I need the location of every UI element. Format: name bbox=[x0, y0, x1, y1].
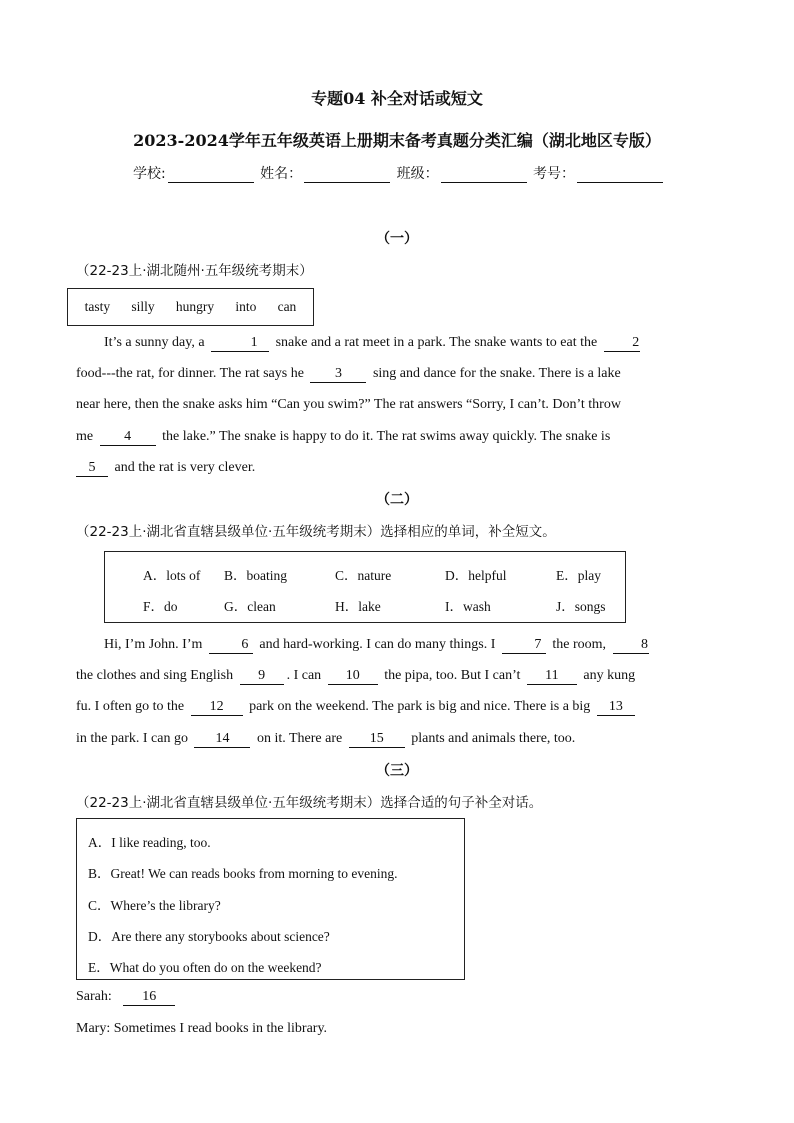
word-bank-option: G．clean bbox=[224, 599, 276, 614]
passage-2 bbox=[76, 629, 718, 754]
answer-blank-5[interactable]: 5 bbox=[76, 460, 108, 477]
word-bank-1 bbox=[67, 288, 314, 326]
sentence-option-e: E．What do you often do on the weekend? bbox=[88, 960, 322, 975]
student-info-line bbox=[0, 163, 794, 183]
answer-blank-6[interactable]: 6 bbox=[209, 637, 253, 654]
passage-1-line bbox=[76, 327, 718, 358]
section-1-source: （22-23上·湖北随州·五年级统考期末） bbox=[76, 263, 313, 279]
text-run: snake and a rat meet in a park. The snake wants to eat the bbox=[275, 335, 598, 350]
answer-blank-13[interactable]: 13 bbox=[597, 699, 635, 716]
passage-1 bbox=[76, 327, 718, 483]
dialogue-line: Mary: Sometimes I read books in the library. bbox=[76, 1021, 328, 1036]
answer-blank-8[interactable]: 8 bbox=[613, 637, 649, 654]
word-bank-option: F．do bbox=[143, 599, 178, 614]
text-run: Hi, I’m John. I’m bbox=[104, 637, 203, 652]
answer-blank-4[interactable]: 4 bbox=[100, 429, 156, 446]
answer-blank-3[interactable]: 3 bbox=[310, 366, 366, 383]
section-1-heading: （一） bbox=[376, 231, 418, 247]
name-label: 姓名： bbox=[260, 166, 303, 182]
exam-number-blank[interactable] bbox=[577, 168, 663, 183]
passage-1-line bbox=[76, 452, 718, 483]
text-run: on it. There are bbox=[256, 730, 343, 746]
word-bank-item: can bbox=[277, 299, 297, 314]
word-bank-item: tasty bbox=[84, 299, 111, 314]
word-bank-option: E．play bbox=[556, 568, 601, 583]
answer-blank-12[interactable]: 12 bbox=[191, 699, 243, 716]
word-bank-option: B．boating bbox=[224, 568, 287, 583]
text-run: park on the weekend. The park is big and nice. There is a big bbox=[249, 699, 591, 715]
answer-blank-16[interactable]: 16 bbox=[123, 989, 175, 1006]
answer-blank-10[interactable]: 10 bbox=[328, 668, 378, 685]
class-blank[interactable] bbox=[441, 168, 527, 183]
text-run: the room, bbox=[552, 637, 607, 652]
word-bank-item: hungry bbox=[175, 299, 215, 314]
answer-blank-1[interactable]: 1 bbox=[211, 335, 269, 352]
section-3-heading: （三） bbox=[376, 763, 418, 779]
exam-number-label: 考号： bbox=[533, 166, 576, 182]
answer-blank-2[interactable]: 2 bbox=[604, 335, 640, 352]
sentence-option-c: C．Where’s the library? bbox=[88, 898, 221, 913]
section-2-heading: （二） bbox=[376, 492, 418, 508]
word-bank-option: H．lake bbox=[335, 599, 381, 614]
word-bank-option: J．songs bbox=[556, 599, 606, 614]
answer-blank-9[interactable]: 9 bbox=[240, 668, 284, 685]
answer-blank-7[interactable]: 7 bbox=[502, 637, 546, 654]
passage-1-line bbox=[76, 421, 718, 452]
answer-blank-11[interactable]: 11 bbox=[527, 668, 577, 685]
sentence-option-a: A．I like reading, too. bbox=[88, 835, 211, 850]
text-run: food---the rat, for dinner. The rat says he bbox=[76, 366, 304, 382]
page-subtitle: 2023-2024学年五年级英语上册期末备考真题分类汇编（湖北地区专版） bbox=[133, 131, 661, 150]
class-label: 班级： bbox=[396, 166, 439, 182]
word-bank-item: silly bbox=[131, 299, 155, 314]
word-bank-option: C．nature bbox=[335, 568, 392, 583]
text-run: It’s a sunny day, a bbox=[104, 335, 205, 350]
text-run: . I can bbox=[286, 668, 322, 684]
passage-2-line bbox=[76, 691, 718, 722]
text-run: the pipa, too. But I can’t bbox=[384, 668, 521, 684]
school-blank[interactable] bbox=[168, 168, 254, 183]
answer-blank-15[interactable]: 15 bbox=[349, 731, 405, 748]
text-run: any kung bbox=[583, 668, 636, 684]
word-bank-2 bbox=[104, 551, 626, 623]
text-run: plants and animals there, too. bbox=[411, 730, 576, 746]
word-bank-item: into bbox=[235, 299, 257, 314]
word-bank-option: D．helpful bbox=[445, 568, 507, 583]
word-bank-option: A．lots of bbox=[143, 568, 201, 583]
name-blank[interactable] bbox=[304, 168, 390, 183]
school-label: 学校: bbox=[132, 166, 166, 182]
page-title: 专题04 补全对话或短文 bbox=[311, 89, 483, 108]
text-run: me bbox=[76, 428, 94, 444]
dialogue-line bbox=[76, 989, 178, 1006]
passage-1-line: near here, then the snake asks him “Can you swim?” The rat answers “Sorry, I can’t. Don’t throw bbox=[76, 397, 621, 413]
text-run: and hard-working. I can do many things. I bbox=[259, 637, 496, 652]
section-3-source: （22-23上·湖北省直辖县级单位·五年级统考期末）选择合适的句子补全对话。 bbox=[76, 795, 543, 811]
passage-2-line bbox=[76, 629, 718, 660]
text-run: the clothes and sing English bbox=[76, 668, 234, 684]
text-run: sing and dance for the snake. There is a lake bbox=[372, 366, 621, 382]
answer-blank-14[interactable]: 14 bbox=[194, 731, 250, 748]
passage-1-line bbox=[76, 358, 718, 389]
word-bank-option: I．wash bbox=[445, 599, 491, 614]
passage-2-line bbox=[76, 723, 718, 754]
text-run: and the rat is very clever. bbox=[114, 459, 256, 475]
text-run: in the park. I can go bbox=[76, 730, 188, 746]
sentence-options-box bbox=[76, 818, 465, 980]
passage-2-line bbox=[76, 660, 718, 691]
sentence-option-b: B．Great! We can reads books from morning to evening. bbox=[88, 866, 398, 881]
text-run: the lake.” The snake is happy to do it. The rat swims away quickly. The snake is bbox=[162, 428, 611, 444]
speaker-label: Sarah: bbox=[76, 989, 112, 1004]
section-2-source: （22-23上·湖北省直辖县级单位·五年级统考期末）选择相应的单词，补全短文。 bbox=[76, 524, 556, 540]
text-run: fu. I often go to the bbox=[76, 699, 185, 715]
sentence-option-d: D．Are there any storybooks about science? bbox=[88, 929, 330, 944]
